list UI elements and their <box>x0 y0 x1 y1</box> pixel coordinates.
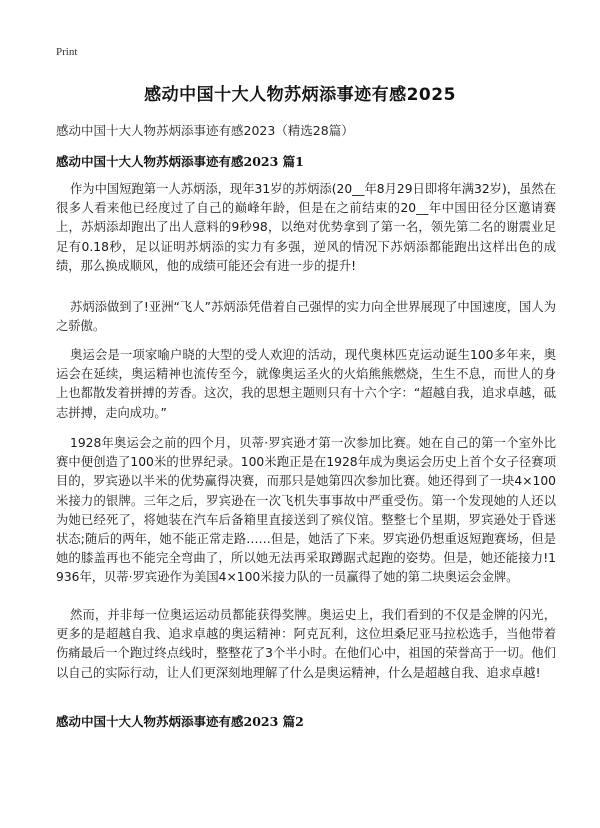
section-heading-1: 感动中国十大人物苏炳添事迹有感2023 篇1 <box>56 154 304 169</box>
paragraph-5: 然而，并非每一位奥运运动员都能获得奖牌。奥运史上，我们看到的不仅是金牌的闪光，更多的是超越自我、追求卓越的奥运精神：阿克瓦利，这位坦桑尼亚马拉松选手，当他带着伤痛最后一个跑过终点线时，整整花了3个半小时。在他们心中，祖国的荣誉高于一切。他们以自己的实际行动，让人们更深刻地理解了什么是奥运精神，什么是超越自我、追求卓越! <box>56 608 556 680</box>
paragraph-2: 苏炳添做到了!亚洲“飞人”苏炳添凭借着自己强悍的实力向全世界展现了中国速度，国人为之骄傲。 <box>56 300 556 334</box>
paragraph-4: 1928年奥运会之前的四个月，贝蒂·罗宾逊才第一次参加比赛。她在自己的第一个室外比赛中便创造了100米的世界纪录。100米跑正是在1928年成为奥运会历史上首个女子径赛项目的，罗宾逊以半米的优势赢得决赛，而那只是她第四次参加比赛。她还得到了一块4×100米接力的银牌。三年之后，罗宾逊在一次飞机失事事故中严重受伤。第一个发现她的人还以为她已经死了，将她装在汽车后备箱里直接送到了殡仪馆。整整七个星期，罗宾逊处于昏迷状态;随后的两年，她不能正常走路……但是，她活了下来。罗宾逊仍想重返短跑赛场，但是她的膝盖再也不能完全弯曲了，所以她无法再采取蹲踞式起跑的姿势。但是，她还能接力!1936年，贝蒂·罗宾逊作为美国4×100米接力队的一员赢得了她的第二块奥运会金牌。 <box>56 436 556 585</box>
document-title: 感动中国十大人物苏炳添事迹有感2025 <box>144 85 456 105</box>
document-subtitle: 感动中国十大人物苏炳添事迹有感2023（精选28篇） <box>56 123 354 138</box>
paragraph-1: 作为中国短跑第一人苏炳添，现年31岁的苏炳添(20__年8月29日即将年满32岁)，虽然在很多人看来他已经度过了自己的巅峰年龄，但是在之前结束的20__年中国田径分区邀请赛上，苏炳添却跑出了出人意料的9秒98，以绝对优势拿到了第一名，领先第二名的谢震业足足有0.18秒，足以证明苏炳添的实力有多强，逆风的情况下苏炳添都能跑出这样出色的成绩，那么换成顺风，他的成绩可能还会有进一步的提升! <box>56 182 556 273</box>
print-label: Print <box>56 46 78 58</box>
paragraph-3: 奥运会是一项家喻户晓的大型的受人欢迎的活动，现代奥林匹克运动诞生100多年来，奥运会在延续，奥运精神也流传至今，就像奥运圣火的火焰熊熊燃烧，生生不息，而世人的身上也都散发着拼搏的芳香。这次，我的思想主题则只有十六个字：“超越自我，追求卓越，砥志拼搏，走向成功。” <box>56 348 556 420</box>
section-heading-2: 感动中国十大人物苏炳添事迹有感2023 篇2 <box>56 714 304 729</box>
